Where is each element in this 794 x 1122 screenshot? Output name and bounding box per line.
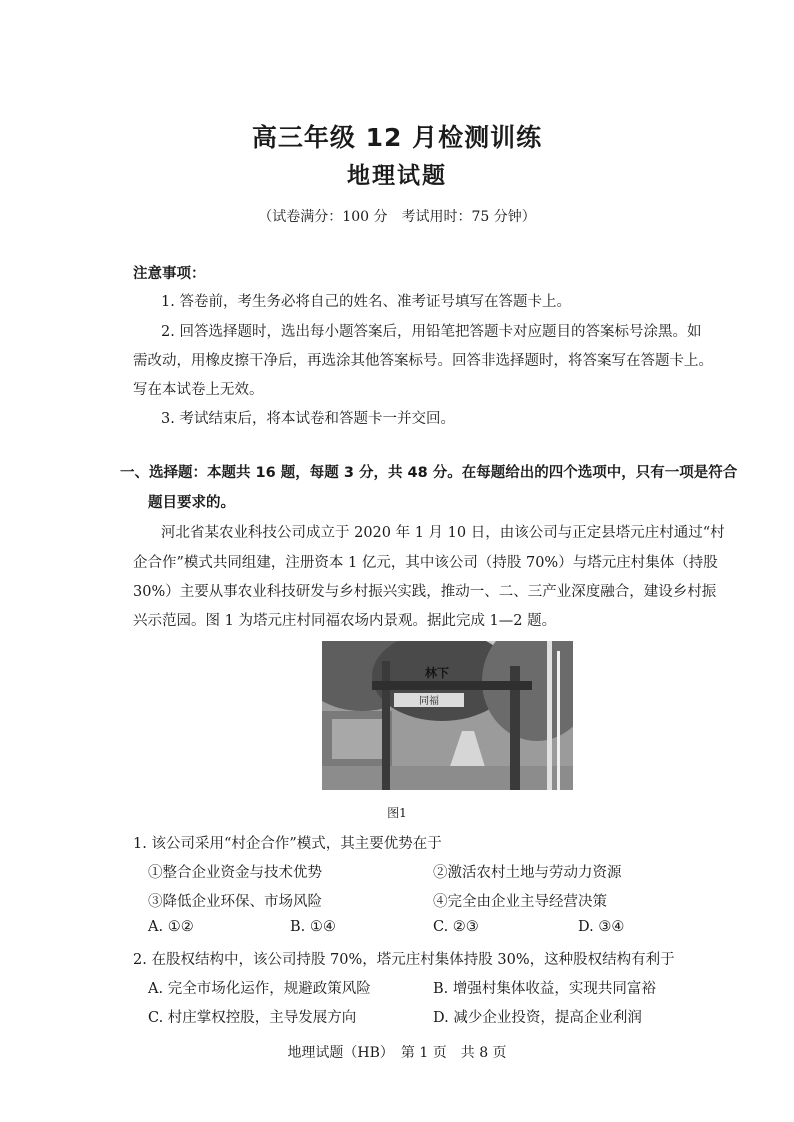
subject-title: 地理试题 xyxy=(347,163,447,189)
passage-line: 河北省某农业科技公司成立于 2020 年 1 月 10 日，由该公司与正定县塔元庄村通过“村 xyxy=(161,525,725,541)
q1-option-d[interactable]: D. ③④ xyxy=(578,919,625,935)
q2-option-d[interactable]: D. 减少企业投资，提高企业利润 xyxy=(433,1010,642,1026)
figure-caption: 图1 xyxy=(387,806,407,820)
note-item: 需改动，用橡皮擦干净后，再选涂其他答案标号。回答非选择题时，将答案写在答题卡上。 xyxy=(133,353,713,369)
q1-choice: ③降低企业环保、市场风险 xyxy=(148,894,322,910)
notes-heading: 注意事项： xyxy=(133,266,206,282)
passage-line: 企合作”模式共同组建，注册资本 1 亿元，其中该公司（持股 70%）与塔元庄村集体（持股 xyxy=(133,555,718,571)
q1-option-b[interactable]: B. ①④ xyxy=(290,919,336,935)
passage-line: 30%）主要从事农业科技研发与乡村振兴实践，推动一、二、三产业深度融合，建设乡村振 xyxy=(133,584,717,600)
q2-option-a[interactable]: A. 完全市场化运作，规避政策风险 xyxy=(148,981,371,997)
q1-choice: ②激活农村土地与劳动力资源 xyxy=(433,865,622,881)
farm-photo xyxy=(322,641,573,790)
q1-option-c[interactable]: C. ②③ xyxy=(433,919,479,935)
q1-choice: ④完全由企业主导经营决策 xyxy=(433,894,607,910)
exam-title: 高三年级 12 月检测训练 xyxy=(251,123,543,152)
note-item: 写在本试卷上无效。 xyxy=(133,382,264,398)
question-2-stem: 2. 在股权结构中，该公司持股 70%，塔元庄村集体持股 30%，这种股权结构有利于 xyxy=(133,952,675,968)
note-item: 3. 考试结束后，将本试卷和答题卡一并交回。 xyxy=(161,411,455,427)
section-heading: 一、选择题：本题共 16 题，每题 3 分，共 48 分。在每题给出的四个选项中，只有一项是符合 xyxy=(120,465,738,481)
note-item: 2. 回答选择题时，选出每小题答案后，用铅笔把答题卡对应题目的答案标号涂黑。如 xyxy=(161,324,702,340)
farm-photo-drawing xyxy=(322,641,573,790)
section-heading-cont: 题目要求的。 xyxy=(148,495,235,511)
sign-bottom-text: 同福 xyxy=(419,696,439,707)
q2-option-c[interactable]: C. 村庄掌权控股，主导发展方向 xyxy=(148,1010,357,1026)
passage-line: 兴示范园。图 1 为塔元庄村同福农场内景观。据此完成 1—2 题。 xyxy=(133,613,557,629)
q1-choice: ①整合企业资金与技术优势 xyxy=(148,865,322,881)
sign-top-text: 林下 xyxy=(424,666,450,680)
q1-option-a[interactable]: A. ①② xyxy=(148,919,194,935)
q2-option-b[interactable]: B. 增强村集体收益，实现共同富裕 xyxy=(433,981,656,997)
exam-meta: （试卷满分：100 分 考试用时：75 分钟） xyxy=(258,209,536,225)
page-footer: 地理试题（HB） 第 1 页 共 8 页 xyxy=(287,1045,507,1061)
question-1-stem: 1. 该公司采用“村企合作”模式，其主要优势在于 xyxy=(133,836,442,852)
note-item: 1. 答卷前，考生务必将自己的姓名、准考证号填写在答题卡上。 xyxy=(161,294,571,310)
